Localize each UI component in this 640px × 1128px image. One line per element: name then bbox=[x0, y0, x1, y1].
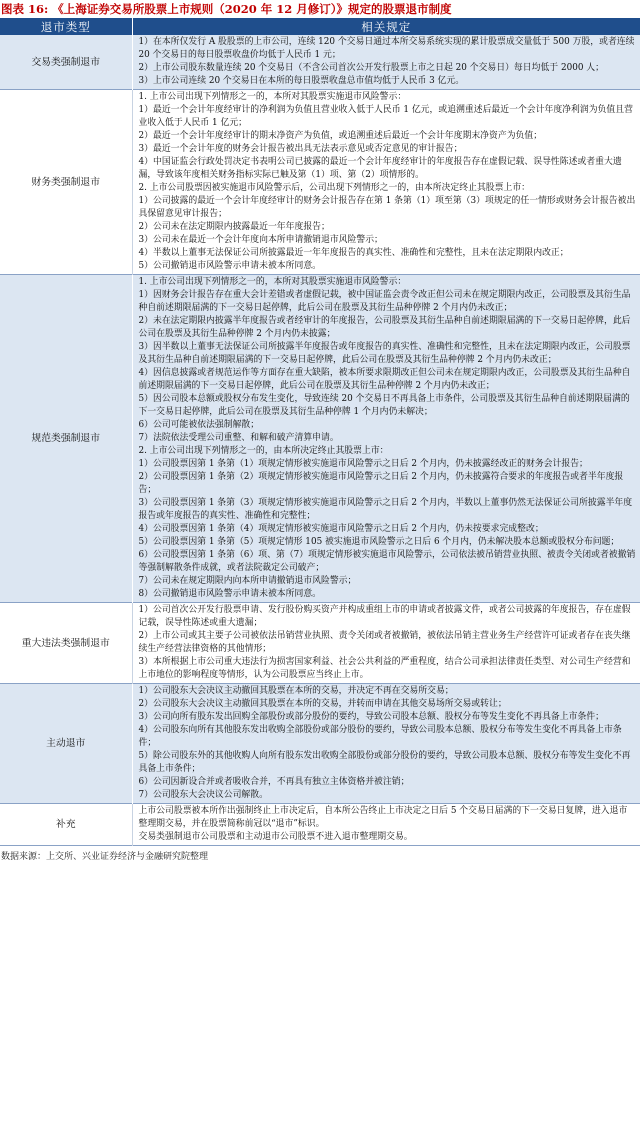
rule-line: 6）公司可能被依法强制解散； bbox=[138, 420, 260, 430]
rule-line: 2）上市公司或其主要子公司被依法吊销营业执照、责令关闭或者被撤销，被依法吊销主营业务生产经营许可证或者存在丧失继续生产经营法律资格的其他情形； bbox=[138, 631, 631, 654]
rule-line: 7）公司未在规定期限内向本所申请撤销退市风险警示； bbox=[138, 576, 357, 586]
rules-cell bbox=[132, 275, 640, 603]
rule-line: 3）本所根据上市公司重大违法行为损害国家利益、社会公共利益的严重程度，结合公司承担法律责任类型、对公司生产经营和上市地位的影响程度等情形，认为公司股票应当终止上市。 bbox=[138, 657, 631, 680]
rule-line: 5）除公司股东外的其他收购人向所有股东发出收购全部股份或部分股份的要约，导致公司股本总额、股权分布等发生变化不再具备上市条件； bbox=[138, 751, 631, 774]
rule-line: 交易类强制退市公司股票和主动退市公司股票不进入退市整理期交易。 bbox=[138, 832, 413, 842]
rule-line: 6）公司因新设合并或者吸收合并，不再具有独立主体资格并被注销； bbox=[138, 777, 410, 787]
table-row bbox=[0, 275, 640, 603]
table-row bbox=[0, 603, 640, 684]
rule-line: 2. 上市公司股票因被实施退市风险警示后，公司出现下列情形之一的，由本所决定终止其股票上市： bbox=[138, 183, 531, 193]
figure-title: 图表 16: 《上海证券交易所股票上市规则（2020 年 12 月修订）》规定的股票退市制度 bbox=[1, 2, 452, 16]
delisting-rules-table bbox=[0, 18, 640, 846]
rules-cell bbox=[132, 90, 640, 275]
rule-line: 1）在本所仅发行 A 股股票的上市公司，连续 120 个交易日通过本所交易系统实现的累计股票成交量低于 500 万股，或者连续 20 个交易日的每日股票收盘价均低于人民币 1 元； bbox=[138, 37, 635, 60]
rule-line: 4）中国证监会行政处罚决定书表明公司已披露的最近一个会计年度经审计的年度报告存在虚假记载、误导性陈述或者重大遗漏，导致该年度相关财务指标实际已触及第（1）项、第（2）项情形的。 bbox=[138, 157, 622, 180]
rules-cell bbox=[132, 35, 640, 90]
table-header-row bbox=[0, 18, 640, 35]
rules-cell bbox=[132, 804, 640, 846]
delisting-type-cell: 主动退市 bbox=[0, 684, 132, 804]
rule-line: 1）公司股东大会决议主动撤回其股票在本所的交易，并决定不再在交易所交易； bbox=[138, 686, 454, 696]
table-row bbox=[0, 90, 640, 275]
rule-line: 2）最近一个会计年度经审计的期末净资产为负值，或追溯重述后最近一个会计年度期末净资产为负值； bbox=[138, 131, 543, 141]
rule-line: 2）未在法定期限内披露半年度报告或者经审计的年度报告，公司股票及其衍生品种自前述期限届满的下一交易日起停牌，此后公司在股票及其衍生品种停牌 2 个月内仍未披露； bbox=[138, 316, 631, 339]
rule-line: 3）公司股票因第 1 条第（3）项规定情形被实施退市风险警示之日后 2 个月内，半数以上董事仍然无法保证公司所披露半年度报告或年度报告的真实性、准确性和完整性； bbox=[138, 498, 633, 521]
rule-line: 2. 上市公司出现下列情形之一的，由本所决定终止其股票上市： bbox=[138, 446, 389, 456]
rule-line: 1. 上市公司出现下列情形之一的，本所对其股票实施退市风险警示： bbox=[138, 92, 407, 102]
delisting-type-cell: 规范类强制退市 bbox=[0, 275, 132, 603]
rule-line: 2）公司未在法定期限内披露最近一年年度报告； bbox=[138, 222, 330, 232]
rule-line: 4）因信息披露或者规范运作等方面存在重大缺陷，被本所要求限期改正但公司未在规定期限内改正，公司股票及其衍生品种自前述期限届满的下一交易日起停牌，此后公司在股票及其衍生品种停牌 2 个月内仍未改正； bbox=[138, 368, 631, 391]
rule-line: 5）公司股票因第 1 条第（5）项规定情形 105 被实施退市风险警示之日后 6 个月内，仍未解决股本总额或股权分布问题； bbox=[138, 537, 620, 547]
rule-line: 1. 上市公司出现下列情形之一的，本所对其股票实施退市风险警示： bbox=[138, 277, 407, 287]
rule-line: 1）公司股票因第 1 条第（1）项规定情形被实施退市风险警示之日后 2 个月内，仍未披露经改正的财务会计报告； bbox=[138, 459, 588, 469]
rule-line: 2）公司股票因第 1 条第（2）项规定情形被实施退市风险警示之日后 2 个月内，仍未披露符合要求的年度报告或者半年度报告； bbox=[138, 472, 624, 495]
table-header bbox=[0, 18, 640, 35]
rule-line: 上市公司股票被本所作出强制终止上市决定后，自本所公告终止上市决定之日后 5 个交易日届满的下一交易日复牌，进入退市整理期交易，并在股票简称前冠以“退市”标识。 bbox=[138, 806, 628, 829]
table-row bbox=[0, 684, 640, 804]
rule-line: 8）公司撤销退市风险警示申请未被本所同意。 bbox=[138, 589, 321, 599]
rules-cell bbox=[132, 603, 640, 684]
rule-line: 2）公司股东大会决议主动撤回其股票在本所的交易，并转而申请在其他交易场所交易或转让； bbox=[138, 699, 507, 709]
rule-line: 1）最近一个会计年度经审计的净利润为负值且营业收入低于人民币 1 亿元，或追溯重述后最近一个会计年度净利润为负值且营业收入低于人民币 1 亿元； bbox=[138, 105, 633, 128]
rule-line: 3）上市公司连续 20 个交易日在本所的每日股票收盘总市值均低于人民币 3 亿元。 bbox=[138, 76, 465, 86]
rule-line: 3）公司未在最近一个会计年度向本所申请撤销退市风险警示； bbox=[138, 235, 383, 245]
rule-line: 7）公司股东大会决议公司解散。 bbox=[138, 790, 268, 800]
data-source-note: 数据来源：上交所、兴业证券经济与金融研究院整理 bbox=[1, 852, 209, 862]
rule-line: 1）公司首次公开发行股票申请、发行股份购买资产并构成重组上市的申请或者披露文件，或者公司披露的年度报告，存在虚假记载，误导性陈述或重大遗漏； bbox=[138, 605, 631, 628]
rule-line: 2）上市公司股东数量连续 20 个交易日（不含公司首次公开发行股票上市之日起 20 个交易日）每日均低于 2000 人； bbox=[138, 63, 604, 73]
rule-line: 3）因半数以上董事无法保证公司所披露半年度报告或年度报告的真实性、准确性和完整性，且未在法定期限内改正，公司股票及其衍生品种自前述期限届满的下一交易日起停牌，此后公司在股票及其衍生品种停牌 2 个月内仍未改正； bbox=[138, 342, 631, 365]
rule-line: 3）最近一个会计年度的财务会计报告被出具无法表示意见或否定意见的审计报告； bbox=[138, 144, 463, 154]
rule-line: 6）公司股票因第 1 条第（6）项、第（7）项规定情形被实施退市风险警示，公司依法被吊销营业执照、被责令关闭或者被撤销等强制解散条件成就，或者法院裁定公司破产； bbox=[138, 550, 636, 573]
table-body bbox=[0, 35, 640, 846]
delisting-type-cell: 财务类强制退市 bbox=[0, 90, 132, 275]
header-related-rules: 相关规定 bbox=[132, 18, 640, 35]
rule-line: 1）因财务会计报告存在重大会计差错或者虚假记载，被中国证监会责令改正但公司未在规定期限内改正，公司股票及其衍生品种自前述期限届满的下一交易日起停牌，此后公司在股票及其衍生品种停牌 2 个月内仍未改正； bbox=[138, 290, 631, 313]
rule-line: 4）公司股东向所有其他股东发出收购全部股份或部分股份的要约，导致公司股本总额、股权分布等发生变化不再具备上市条件； bbox=[138, 725, 622, 748]
delisting-type-cell: 补充 bbox=[0, 804, 132, 846]
rule-line: 3）公司向所有股东发出回购全部股份或部分股份的要约，导致公司股本总额、股权分布等发生变化不再具备上市条件； bbox=[138, 712, 604, 722]
delisting-type-cell: 交易类强制退市 bbox=[0, 35, 132, 90]
header-delisting-type: 退市类型 bbox=[0, 18, 132, 35]
table-row bbox=[0, 804, 640, 846]
table-row bbox=[0, 35, 640, 90]
delisting-type-cell: 重大违法类强制退市 bbox=[0, 603, 132, 684]
rules-cell bbox=[132, 684, 640, 804]
rule-line: 7）法院依法受理公司重整、和解和破产清算申请。 bbox=[138, 433, 339, 443]
rule-line: 1）公司披露的最近一个会计年度经审计的财务会计报告存在第 1 条第（1）项至第（3）项规定的任一情形或财务会计报告被出具保留意见审计报告； bbox=[138, 196, 636, 219]
rule-line: 4）半数以上董事无法保证公司所披露最近一年年度报告的真实性、准确性和完整性，且未在法定期限内改正； bbox=[138, 248, 569, 258]
rule-line: 5）因公司股本总额或股权分布发生变化，导致连续 20 个交易日不再具备上市条件，公司股票及其衍生品种自前述期限届满的下一交易日起停牌，此后公司在股票及其衍生品种停牌 1 个月内仍未解决； bbox=[138, 394, 630, 417]
rule-line: 4）公司股票因第 1 条第（4）项规定情形被实施退市风险警示之日后 2 个月内，仍未按要求完成整改； bbox=[138, 524, 544, 534]
rule-line: 5）公司撤销退市风险警示申请未被本所同意。 bbox=[138, 261, 321, 271]
